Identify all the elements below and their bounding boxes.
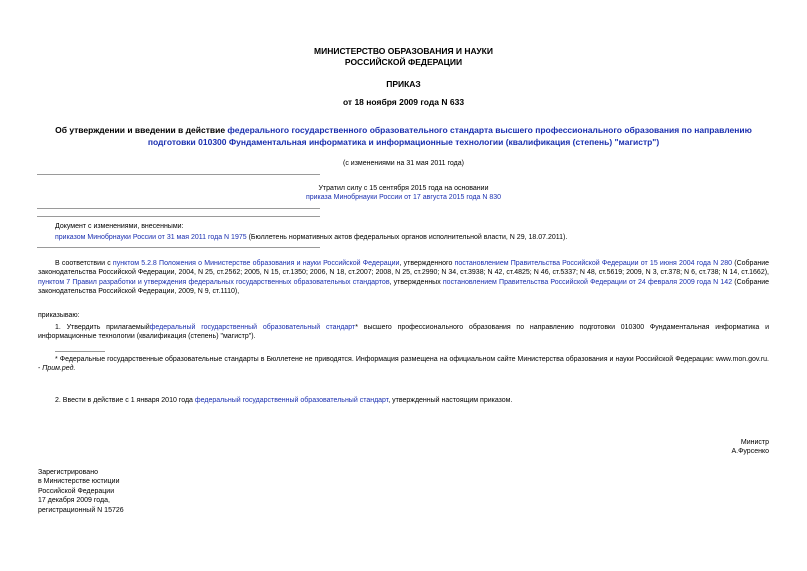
item-1-text: 1. Утвердить прилагаемый (55, 324, 150, 331)
registration-block (38, 468, 124, 515)
regulation-link[interactable]: пунктом 5.2.8 Положения о Министерстве образования и науки Российской Федерации (112, 260, 400, 267)
changes-order-link[interactable]: приказом Минобрнауки России от 31 мая 2011 года N 1975 (55, 234, 247, 241)
registration-line: Зарегистрировано (38, 469, 98, 476)
doc-date: от 18 ноября 2009 года N 633 (342, 97, 465, 107)
lost-force-text: Утратил силу с 15 сентября 2015 года на основании (318, 185, 489, 192)
signature (731, 438, 769, 457)
footnote-editor-note: Прим.ред. (42, 365, 76, 373)
title-note: (с изменениями на 31 мая 2011 года) (343, 160, 464, 167)
signature-position: Министр (740, 439, 769, 446)
footnote (38, 355, 769, 374)
changes-intro: Документ с изменениями, внесенными: (55, 223, 184, 230)
preamble-text: , утвержденного (399, 260, 455, 267)
order-word: приказываю: (38, 312, 80, 319)
registration-line: в Министерстве юстиции (38, 478, 120, 486)
footnote-text: * Федеральные государственные образовательные стандарты в Бюллетене не приводятся. Информация размещена на официальном сайте Министерства образования и науки Российской Федерации: www.mon.gov.ru. - (38, 356, 769, 373)
registration-line: регистрационный N 15726 (38, 506, 124, 514)
title-prefix: Об утверждении и введении в действие (55, 125, 228, 135)
preamble-text: , утвержденных (389, 278, 443, 286)
divider (37, 216, 320, 217)
footnote-divider (55, 351, 105, 352)
ministry-line-1: МИНИСТЕРСТВО ОБРАЗОВАНИЯ И НАУКИ (314, 46, 493, 56)
decree-280-link[interactable]: постановлением Правительства Российской Федерации от 15 июня 2004 года N 280 (454, 260, 733, 267)
title-standard-link[interactable]: федерального государственного образовательного стандарта высшего профессионального образования по направлению подготовки 010300 Фундаментальная информатика и информационные технологии (квалификация (степень) "магистр") (147, 125, 752, 147)
standard-link-2[interactable]: федеральный государственный образовательный стандарт (194, 397, 389, 404)
changes-bulletin: (Бюллетень нормативных актов федеральных органов исполнительной власти, N 29, 18.07.2011). (246, 234, 568, 241)
lost-force-link[interactable]: приказа Минобрнауки России от 17 августа 2015 года N 830 (305, 194, 502, 202)
item-2 (55, 396, 769, 405)
divider (37, 208, 320, 209)
rules-link[interactable]: пунктом 7 Правил разработки и утверждения федеральных государственных образовательных стандартов (38, 278, 390, 286)
ministry-line-2: РОССИЙСКОЙ ФЕДЕРАЦИИ (344, 57, 463, 67)
decree-142-link[interactable]: постановлением Правительства Российской Федерации от 24 февраля 2009 года N 142 (442, 278, 733, 286)
item-2-text: 2. Ввести в действие с 1 января 2010 года (55, 397, 195, 404)
ministry-header (0, 46, 807, 68)
preamble-text: (Собрание законодательства Российской Федерации, 2009, N 9, ст.1110), (38, 278, 770, 296)
registration-line: Российской Федерации (38, 487, 115, 495)
item-1-text: * высшего профессионального образования по направлению подготовки 010300 Фундаментальная информатика и информационные технологии (квалификация (степень) "магистр"). (38, 324, 769, 341)
preamble-paragraph (38, 259, 769, 297)
changes-line (55, 233, 755, 242)
lost-force-notice (0, 184, 807, 203)
doc-type: ПРИКАЗ (386, 79, 421, 89)
doc-title (36, 125, 771, 148)
preamble-text: (Собрание законодательства Российской Федерации, 2004, N 25, ст.2562; 2005, N 15, ст.1350; 2006, N 18, ст.2007; 2008, N 25, ст.2990; N 34, ст.3938; N 42, ст.4825; N 46, ст.5337; N 48, ст.5619; 2009, N 3, ст.378; N 6, ст.738; N 14, ст.1662), (38, 260, 770, 277)
item-1 (38, 323, 769, 342)
divider (37, 174, 320, 175)
item-2-text: , утвержденный настоящим приказом. (388, 397, 513, 404)
signature-name: А.Фурсенко (731, 448, 769, 456)
divider (37, 247, 320, 248)
standard-link[interactable]: федеральный государственный образовательный стандарт (149, 324, 356, 331)
preamble-text: В соответствии с (55, 260, 113, 267)
registration-line: 17 декабря 2009 года, (38, 497, 110, 505)
